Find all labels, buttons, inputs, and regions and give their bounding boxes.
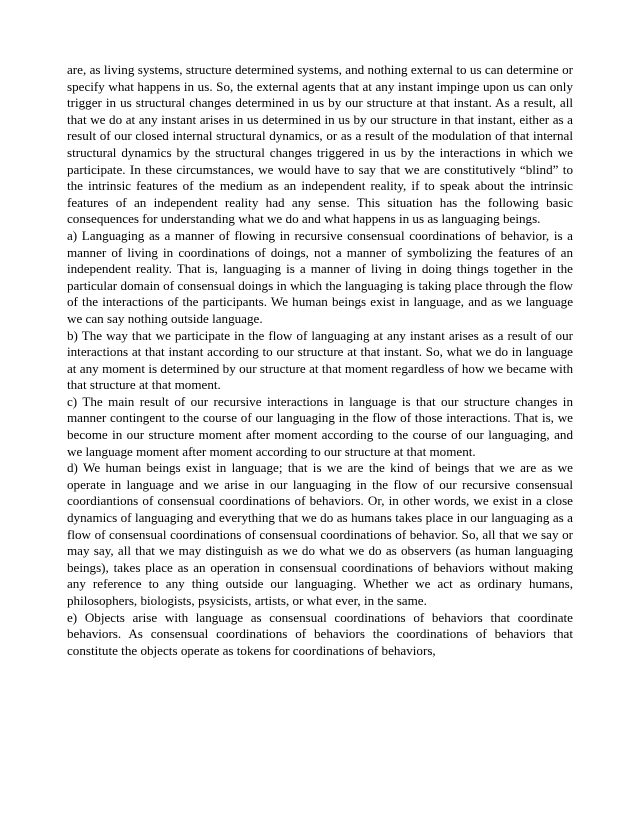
paragraph-b: b) The way that we participate in the flow of languaging at any instant arises as a result of our interactions at that instant according to our structure at that instant. So, what we do in language at any moment is determined by our structure at that moment regardless of how we became with that structure at that moment. xyxy=(67,327,573,393)
paragraph-continuation: are, as living systems, structure determined systems, and nothing external to us can determine or specify what happens in us. So, the external agents that at any instant impinge upon us can only trigger in us structural changes determined in us by our structure at that instant. As a result, all that we do at any instant arises in us determined in us by our structure in that instant, either as a result of our closed internal structural dynamics, or as a result of the modulation of that internal structural dynamics by the structural changes triggered in us by the interactions in which we participate. In these circumstances, we would have to say that we are constitutively “blind” to the intrinsic features of the medium as an independent reality, if to speak about the intrinsic features of an independent reality had any sense. This situation has the following basic consequences for understanding what we do and what happens in us as languaging beings. xyxy=(67,62,573,227)
paragraph-d: d) We human beings exist in language; that is we are the kind of beings that we are as we operate in language and we arise in our languaging in the flow of our recursive consensual coordiantions of consensual coordinations of behaviors. Or, in other words, we exist in a close dynamics of languaging and everything that we do as humans takes place in our languaging as a flow of consensual coordinations of consensual coordinations of behavior. So, all that we say or may say, all that we may distinguish as we do what we do as observers (as human languaging beings), takes place as an operation in consensual coordinations of behaviors without making any reference to any thing outside our languaging. Whether we act as ordinary humans, philosophers, biologists, psysicists, artists, or what ever, in the same. xyxy=(67,460,573,608)
body-text xyxy=(67,62,573,659)
paragraph-a: a) Languaging as a manner of flowing in recursive consensual coordinations of behavior, is a manner of living in coordinations of doings, not a manner of symbolizing the features of an independent reality. That is, languaging is a manner of living in doing things together in the particular domain of consensual doings in which the languaging is taking place through the flow of the interactions of the participants. We human beings exist in language, and as we language we can say nothing outside language. xyxy=(67,227,573,326)
paragraph-e: e) Objects arise with language as consensual coordinations of behaviors that coordinate behaviors. As consensual coordinations of behaviors the coordinations of behaviors that constitute the objects operate as tokens for coordinations of behaviors, xyxy=(67,609,573,658)
paragraph-c: c) The main result of our recursive interactions in language is that our structure changes in manner contingent to the course of our languaging in the flow of those interactions. That is, we become in our structure moment after moment according to the course of our languaging, and we language moment after moment according to our structure at that moment. xyxy=(67,393,573,459)
